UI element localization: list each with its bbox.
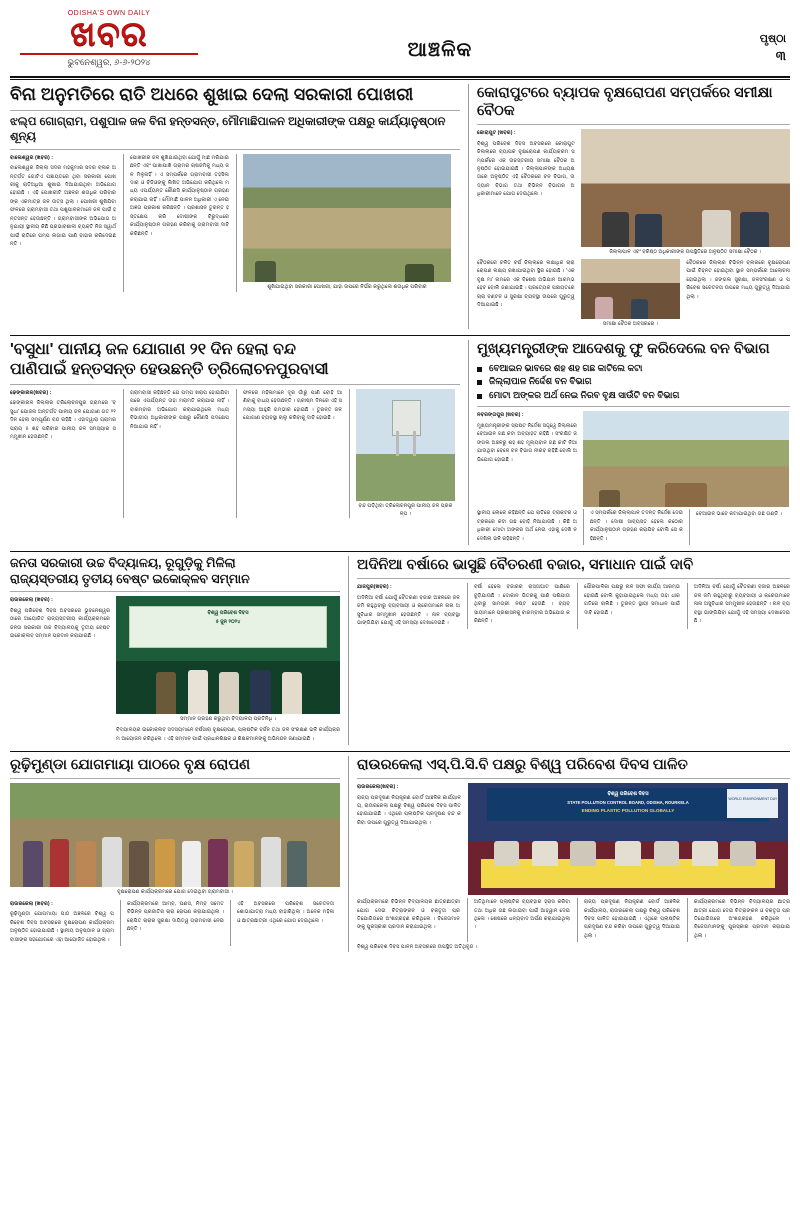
article-spcb: [348, 756, 790, 952]
article-spcb-photo: [468, 783, 788, 895]
article-plantation: [10, 756, 340, 952]
divider: [10, 110, 460, 111]
article-plantation-body-2: କାର୍ଯ୍ୟକ୍ରମରେ ଆମ୍ବ, ପଣସ, ନିମ୍ବ ସମେତ ବିଭିନ୍ନ ପ୍ରଜାତିର ଚାରା ରୋପଣ କରାଯାଇଥିଲା । ରୋପିତ ଚାରାର ସୁରକ୍ଷା ଦାୟିତ୍ୱ ଗ୍ରାମବାସୀ ନେଇଛନ୍ତି ।: [127, 900, 224, 933]
article-ecoclub-caption: ସମ୍ମାନ ଗ୍ରହଣ କରୁଥିବା ବିଦ୍ୟାଳୟ ପ୍ରତିନିଧି ।: [180, 716, 276, 723]
spcb-banner-line2: STATE POLLUTION CONTROL BOARD, ODISHA, ROURKELA: [567, 799, 689, 805]
article-market-dateline: ଯାଜପୁର(ଖବର) :: [357, 584, 392, 591]
article-koraput-photo-main: [581, 129, 790, 247]
logo-title: ଖବର: [70, 15, 148, 53]
article-water-body-3: ଫଳରେ ମହିଳାମାନେ ଦୂର ଗାଁରୁ ପାଣି ବୋହି ଆଣିବାକୁ ବାଧ୍ୟ ହେଉଛନ୍ତି । ଗ୍ରୀଷ୍ମ ଦିନରେ ଏହି ସମସ୍ୟା ଆହୁରି ଗମ୍ଭୀର ହୋଇଛି । ତୁରନ୍ତ ଜଳ ଯୋଗାଣ ବ୍ୟବସ୍ଥା ଚାଲୁ କରିବାକୁ ଦାବି ହୋଇଛି ।: [243, 389, 342, 422]
article-market: [348, 556, 790, 745]
article-market-headline: ଅଦିନିଆ ବର୍ଷାରେ ଭାସୁଛି ବୈତରଣୀ ବଜାର, ସମାଧାନ ପାଇଁ ଦାବି: [357, 557, 694, 574]
article-market-body-2: ବର୍ଷା ହେଲେ ବଜାରର ରାସ୍ତାଘାଟ ପାଣିରେ ବୁଡ଼ିଯାଉଛି । ଦୋକାନ ଭିତରକୁ ପାଣି ପଶିଯାଉଥିବାରୁ ସାମଗ୍ରୀ ନଷ୍ଟ ହେଉଛି । ବ୍ୟବସାୟୀମାନେ ପ୍ରଶାସନକୁ ବାରମ୍ବାର ଅଭିଯୋଗ କରିଛନ୍ତି ।: [473, 584, 570, 624]
article-spcb-body-3: ଅତିଥିମାନେ ପ୍ଲାଷ୍ଟିକ ବ୍ୟବହାର ହ୍ରାସ କରିବା ତଥା ଅଧିକ ଗଛ ଲଗାଇବା ପାଇଁ ଆହ୍ୱାନ ଦେଇଥିଲେ । ଶେଷରେ ଧନ୍ୟବାଦ ଅର୍ପଣ କରାଯାଇଥିଲା ।: [473, 899, 570, 931]
spcb-banner-line1: ବିଶ୍ୱ ପରିବେଶ ଦିବସ: [607, 790, 649, 797]
article-water-body-1: ଢେଙ୍କାନାଳ ଜିଲ୍ଲାର ତ୍ରିଲୋଚନପୁର ଗ୍ରାମରେ 'ବସୁଧା' ଯୋଜନା ଅନ୍ତର୍ଗତ ପାନୀୟ ଜଳ ଯୋଗାଣ ଗତ ୨୧ ଦିନ ହେଲା ସମ୍ପୂର୍ଣ୍ଣ ବନ୍ଦ ରହିଛି । ଏହାଦ୍ୱାରା ଗ୍ରାମର ପ୍ରାୟ ୫ ଶହ ପରିବାର ପାନୀୟ ଜଳ ସମସ୍ୟାର ସମ୍ମୁଖୀନ ହେଉଛନ୍ତି ।: [10, 400, 116, 440]
bullet-item: ବେଆଇନ ଭାବରେ ଶହ ଶହ ଗଛ କାଟିଲେ କଟା: [477, 362, 790, 376]
article-ecoclub-dateline: ରାଉରକେଲା (ଖବର) :: [10, 597, 53, 604]
article-water-headline-1: 'ବସୁଧା' ପାନୀୟ ଜଳ ଯୋଗାଣ ୨୧ ଦିନ ହେଲା ବନ୍ଦ: [10, 340, 296, 358]
logo-date: ଭୁବନେଶ୍ୱର, ୬-୬-୨୦୨୪: [67, 57, 151, 67]
article-spcb-caption: ବିଶ୍ୱ ପରିବେଶ ଦିବସ ପାଳନ ଅବସରରେ ଉପସ୍ଥିତ ଅତିଥିବୃନ୍ଦ ।: [357, 944, 478, 951]
article-pond-caption: ଶୁଖିଯାଇଥିବା ସରକାରୀ ପୋଖରୀ, ଯାହା ଉପରେ ନିର୍ଭର କରୁଥିଲେ ଶତାଧିକ ପରିବାର: [267, 283, 427, 290]
article-pond-subhead: ଝଲ୍ପ ଗୋଗ୍ରାମ, ପଶୁପାଳ ଜଳ ବିନା ହନ୍ତସନ୍ତ, ମୌମାଛିପାଳନ ଅଧିକାରୀଙ୍କ ପକ୍ଷରୁ କାର୍ଯ୍ୟାନୁଷ୍ଠାନ ଶୂନ୍ୟ: [10, 115, 446, 143]
article-plantation-caption: ବୃକ୍ଷରୋପଣ କାର୍ଯ୍ୟକ୍ରମରେ ଯୋଗ ଦେଇଥିବା ଗ୍ରାମବାସୀ ।: [117, 889, 233, 896]
band-2: [10, 340, 790, 545]
spcb-banner-right-logo: [727, 789, 778, 818]
article-plantation-photo: [10, 783, 340, 887]
article-forest-caption: ବେଆଇନ ଭାବେ କଟାଯାଇଥିବା ଗଛ ଗଣ୍ଡି ।: [696, 511, 782, 518]
divider: [10, 149, 460, 150]
article-ecoclub-headline-2: ରାଜ୍ୟସ୍ତରୀୟ ତୃତୀୟ ବେଷ୍ଟ ଇକୋକ୍ଳବ ସମ୍ମାନ: [10, 571, 250, 586]
logo-tagline: ODISHA'S OWN DAILY: [67, 10, 151, 17]
article-spcb-body-2: କାର୍ଯ୍ୟକ୍ରମରେ ବିଭିନ୍ନ ବିଦ୍ୟାଳୟର ଛାତ୍ରଛାତ୍ରୀ ଯୋଗ ଦେଇ ଚିତ୍ରାଙ୍କନ ଓ ବକ୍ତୃତା ପ୍ରତିଯୋଗିତାରେ ଅଂଶଗ୍ରହଣ କରିଥିଲେ । ବିଜେତାମାନଙ୍କୁ ପୁରସ୍କାର ପ୍ରଦାନ କରାଯାଇଥିଲା ।: [357, 899, 460, 931]
article-water-body-2: ଗ୍ରାମବାସୀ କହିଛନ୍ତି ଯେ ପମ୍ପ ଖରାପ ହୋଇଯିବା ପରେ ଏପର୍ଯ୍ୟନ୍ତ ତାହା ମରାମତି କରାଯାଇ ନାହିଁ । ବାରମ୍ବାର ଅଭିଯୋଗ କରାଯାଇଥିଲେ ମଧ୍ୟ ବିଭାଗୀୟ ଅଧିକାରୀଙ୍କ ପକ୍ଷରୁ କୌଣସି ପଦକ୍ଷେପ ନିଆଯାଇ ନାହିଁ ।: [130, 389, 229, 430]
spcb-banner-line3: ENDING PLASTIC POLLUTION GLOBALLY: [581, 807, 675, 813]
divider: [477, 406, 790, 407]
article-koraput: [468, 84, 790, 329]
article-water-dateline: ଢେଙ୍କାନାଳ(ଖବର) :: [10, 389, 52, 396]
article-plantation-headline: ରୂଢ଼ିମୁଣ୍ଡା ଯୋଗମାୟା ପାଠରେ ବୃକ୍ଷ ରୋପଣ: [10, 757, 251, 774]
article-pond-body-1: ବାଲେଶ୍ୱର ଜିଲ୍ଲା ସଦର ମହକୁମାର ସଦର ବ୍ଲକ ଅନ୍ତର୍ଗତ ଗୋଟିଏ ପଞ୍ଚାୟତରେ ଥିବା ସରକାରୀ ପୋଖରୀକୁ ରାତିଅଧିଆ ଶୁଖାଇ ଦିଆଯାଇଥିବା ଅଭିଯୋଗ ହୋଇଛି । ଏହି ପୋଖରୀଟି ଅଞ୍ଚଳର ଶତାଧିକ ପରିବାରଙ୍କ ଏକମାତ୍ର ଜଳ ଉତ୍ସ ଥିଲା । ପୋଖରୀ ଶୁଖିଯିବା ଫଳରେ ଗ୍ରାମବାସୀ ତଥା ପଶୁପାଳକମାନେ ଜଳ ପାଇଁ ହନ୍ତସନ୍ତ ହେଉଛନ୍ତି । ଗ୍ରାମବାସୀଙ୍କ ଅଭିଯୋଗ ଅନୁଯାୟୀ ସ୍ଥାନୀୟ କିଛି ପ୍ରଭାବଶାଳୀ ବ୍ୟକ୍ତି ନିଜ ସ୍ୱାର୍ଥ ପାଇଁ ରାତିରେ ପମ୍ପ ଲଗାଇ ପାଣି ବାହାର କରିଦେଇଛନ୍ତି ।: [10, 165, 116, 247]
masthead-rule-thin: [10, 79, 790, 80]
event-banner-title: ବିଶ୍ୱ ପରିବେଶ ଦିବସ: [207, 609, 249, 616]
article-plantation-body-1: ରୂଢ଼ିମୁଣ୍ଡା ଯୋଗମାୟା ପାଠ ଅଞ୍ଚଳରେ ବିଶ୍ୱ ପରିବେଶ ଦିବସ ଅବସରରେ ବୃକ୍ଷରୋପଣ କାର୍ଯ୍ୟକ୍ରମ ଅନୁଷ୍ଠିତ ହୋଇଯାଇଛି । ସ୍ଥାନୀୟ ଅନୁଷ୍ଠାନ ଓ ଗ୍ରାମବାସୀଙ୍କ ସହଯୋଗରେ ଏହା ଆୟୋଜିତ ହୋଇଥିଲା ।: [10, 911, 114, 943]
article-koraput-body-1: ବିଶ୍ୱ ପରିବେଶ ଦିବସ ଅବସରରେ କୋରାପୁଟ ଜିଲ୍ଲାରେ ବ୍ୟାପକ ବୃକ୍ଷରୋପଣ କାର୍ଯ୍ୟକ୍ରମ ସମ୍ପର୍କରେ ଏକ ଉଚ୍ଚସ୍ତରୀୟ ସମୀକ୍ଷା ବୈଠକ ଅନୁଷ୍ଠିତ ହୋଇଯାଇଛି । ଜିଲ୍ଲାପାଳଙ୍କ ଅଧ୍ୟକ୍ଷତାରେ ଅନୁଷ୍ଠିତ ଏହି ବୈଠକରେ ବନ ବିଭାଗ, ଉଦ୍ୟାନ ବିଭାଗ ତଥା ବିଭିନ୍ନ ବିଭାଗର ଅଧିକାରୀମାନେ ଯୋଗ ଦେଇଥିଲେ ।: [477, 140, 575, 198]
band-divider-3: [10, 751, 790, 752]
article-market-body-1: ଅଦିନିଆ ବର୍ଷା ଯୋଗୁଁ ବୈତରଣୀ ବଜାର ଅଞ୍ଚଳରେ ଜଳ ଜମି ରହୁଥିବାରୁ ବ୍ୟବସାୟୀ ଓ କ୍ରେତାମାନେ ନାନା ଅସୁବିଧାର ସମ୍ମୁଖୀନ ହେଉଛନ୍ତି । ନାଳ ବ୍ୟବସ୍ଥା ଭାଙ୍ଗିଯିବା ଯୋଗୁଁ ଏହି ସମସ୍ୟା ଦେଖାଦେଇଛି ।: [357, 594, 460, 626]
article-pond-body-2: ପୋଖରୀର ଜଳ ଶୁଖିଯାଇଥିବା ଯୋଗୁଁ ମାଛ ମରିଯାଇଛନ୍ତି ଏବଂ ପାଖାପାଖି ଗ୍ରାମର ଚାଷଜମିକୁ ମଧ୍ୟ ଜଳ ମିଳୁନାହିଁ । ଏ ସମ୍ପର୍କରେ ଗ୍ରାମବାସୀ ତହସିଲଦାର ଓ ବିଡିଓଙ୍କୁ ଲିଖିତ ଅଭିଯୋଗ କରିଥିଲେ ମଧ୍ୟ ଏପର୍ଯ୍ୟନ୍ତ କୌଣସି କାର୍ଯ୍ୟାନୁଷ୍ଠାନ ଗ୍ରହଣ କରାଯାଇ ନାହିଁ । ମୌମାଛି ପାଳନ ଅଧିକାରୀ ଏ ନେଇ ଅଜ୍ଞତା ପ୍ରକାଶ କରିଛନ୍ତି । ପ୍ରଶାସନ ତୁରନ୍ତ ହସ୍ତକ୍ଷେପ କରି ଦୋଷୀଙ୍କ ବିରୁଦ୍ଧରେ କାର୍ଯ୍ୟାନୁଷ୍ଠାନ ଗ୍ରହଣ କରିବାକୁ ଗ୍ରାମବାସୀ ଦାବି କରିଛନ୍ତି ।: [130, 154, 229, 237]
article-forest-body-3: ଏ ସମ୍ପର୍କରେ ଜିଲ୍ଲାପାଳ ତଦନ୍ତ ନିର୍ଦ୍ଦେଶ ଦେଇଛନ୍ତି । ଦୋଷୀ ସାବ୍ୟସ୍ତ ହେଲେ କଠୋର କାର୍ଯ୍ୟାନୁଷ୍ଠାନ ଗ୍ରହଣ କରାଯିବ ବୋଲି ସେ କହିଛନ୍ତି ।: [590, 510, 683, 542]
article-pond: [10, 84, 460, 329]
article-forest-bullets: [477, 362, 790, 403]
water-tank-shape: [392, 400, 422, 436]
article-forest-headline: ମୁଖ୍ୟମନ୍ତ୍ରୀଙ୍କ ଆଦେଶକୁ ଫୁ କରିଦେଲେ ବନ ବିଭାଗ: [477, 340, 770, 357]
article-water-headline-2: ପାଣିପାଇଁ ହନ୍ତସନ୍ତ ହେଉଛନ୍ତି ତ୍ରିଲୋଚନପୁରବାସୀ: [10, 360, 329, 378]
masthead: [10, 6, 790, 74]
article-pond-dateline: ବାଲେଶ୍ୱର (ଖବର) :: [10, 154, 53, 161]
article-spcb-dateline: ରାଉରକେଲା(ଖବର) :: [357, 784, 399, 791]
page-number-block: [676, 33, 786, 68]
logo-divider: [20, 53, 198, 55]
article-koraput-dateline: କୋରାପୁଟ (ଖବର) :: [477, 130, 516, 137]
event-banner-subtitle: ୫ ଜୁନ ୨୦୨୪: [215, 618, 241, 625]
band-4: [10, 756, 790, 952]
article-forest-photo: [583, 411, 789, 507]
article-spcb-headline: ରାଉରକେଲା ଏସ୍.ପି.ସି.ବି ପକ୍ଷରୁ ବିଶ୍ୱ ପରିବେଶ ଦିବସ ପାଳିତ: [357, 757, 688, 774]
article-koraput-headline: କୋରାପୁଟରେ ବ୍ୟାପକ ବୃକ୍ଷରୋପଣ ସମ୍ପର୍କରେ ସମୀକ୍ଷା ବୈଠକ: [477, 85, 773, 120]
event-banner: [129, 606, 326, 648]
divider: [10, 384, 460, 385]
divider: [357, 778, 790, 779]
article-forest-dateline: ନବରଙ୍ଗପୁର (ଖବର) :: [477, 412, 524, 419]
article-ecoclub: [10, 556, 340, 745]
band-divider-1: [10, 335, 790, 336]
article-water-photo: [356, 389, 455, 501]
band-divider-2: [10, 551, 790, 552]
article-forest-body-1: ମୁଖ୍ୟମନ୍ତ୍ରୀଙ୍କ ସ୍ପଷ୍ଟ ନିର୍ଦ୍ଦେଶ ସତ୍ତ୍ୱେ ଜିଲ୍ଲାରେ ବେଆଇନ ଗଛ କଟା ଅବ୍ୟାହତ ରହିଛି । ସଂରକ୍ଷିତ ଜଙ୍ଗଲ ଅଞ୍ଚଳରୁ ଶହ ଶହ ମୂଲ୍ୟବାନ ଗଛ କାଟି ନିଆଯାଉଥିବା ବେଳେ ବନ ବିଭାଗ ନୀରବ ରହିଛି ବୋଲି ଅଭିଯୋଗ ହୋଇଛି ।: [477, 422, 577, 463]
article-ecoclub-body-1: ବିଶ୍ୱ ପରିବେଶ ଦିବସ ଅବସରରେ ଭୁବନେଶ୍ୱରଠାରେ ଆୟୋଜିତ ରାଜ୍ୟସ୍ତରୀୟ କାର୍ଯ୍ୟକ୍ରମରେ ଜନତା ସରକାରୀ ଉଚ୍ଚ ବିଦ୍ୟାଳୟକୁ ତୃତୀୟ ବେଷ୍ଟ ଇକୋକ୍ଲବ ସମ୍ମାନ ପ୍ରଦାନ କରାଯାଇଛି ।: [10, 607, 110, 640]
spcb-banner: [487, 788, 769, 822]
article-koraput-photo-2: [581, 259, 681, 319]
page-number: ୩: [775, 48, 786, 63]
dais-table: [481, 859, 775, 888]
article-ecoclub-body-2: ବିଦ୍ୟାଳୟର ଇକୋକ୍ଲବ ସଦସ୍ୟମାନେ ବର୍ଷସାରା ବୃକ୍ଷରୋପଣ, ପ୍ଲାଷ୍ଟିକ ବର୍ଜନ ତଥା ଜଳ ସଂରକ୍ଷଣ ଭଳି କାର୍ଯ୍ୟକ୍ରମ ଆୟୋଜନ କରିଥିଲେ । ଏହି ସମ୍ମାନ ପାଇଁ ପ୍ରଧାନଶିକ୍ଷକ ଓ ଶିକ୍ଷକମାନଙ୍କୁ ଅଭିନନ୍ଦନ ଜଣାଯାଇଛି ।: [116, 727, 340, 742]
band-1: [10, 84, 790, 329]
article-spcb-body-1: ରାଜ୍ୟ ପ୍ରଦୂଷଣ ନିୟନ୍ତ୍ରଣ ବୋର୍ଡ ଆଞ୍ଚଳିକ କାର୍ଯ୍ୟାଳୟ, ରାଉରକେଲା ପକ୍ଷରୁ ବିଶ୍ୱ ପରିବେଶ ଦିବସ ପାଳିତ ହୋଇଯାଇଛି । ଏଥିରେ ପ୍ଲାଷ୍ଟିକ ପ୍ରଦୂଷଣ ବନ୍ଦ କରିବା ଉପରେ ଗୁରୁତ୍ୱ ଦିଆଯାଇଥିଲା ।: [357, 794, 461, 826]
newspaper-logo: [14, 10, 204, 68]
bullet-item: ଜିଲ୍ଲାପାଳ ନିର୍ଦ୍ଦେଶ ବନ ବିଭାଗ: [477, 375, 790, 389]
section-title: ଆଞ୍ଚଳିକ: [407, 39, 473, 61]
article-water: [10, 340, 460, 545]
article-market-body-3: ପୌରପାଳିକା ପକ୍ଷରୁ ନାଳ ସଫା କାର୍ଯ୍ୟ ଆରମ୍ଭ ହୋଇଛି ବୋଲି କୁହାଯାଇଥିଲେ ମଧ୍ୟ ତାହା ଧୀର ଗତିରେ ଚାଲିଛି । ତୁରନ୍ତ ସ୍ଥାୟୀ ସମାଧାନ ପାଇଁ ଦାବି ହୋଇଛି ।: [583, 584, 680, 616]
divider: [10, 778, 340, 779]
article-plantation-body-3: ଏହି ଅବସରରେ ପରିବେଶ ସଚେତନତା ଶୋଭାଯାତ୍ରା ମଧ୍ୟ ବାହାରିଥିଲା । ଅନେକ ମହିଳା ଓ ଛାତ୍ରଛାତ୍ରୀ ଏଥିରେ ଯୋଗ ଦେଇଥିଲେ ।: [237, 900, 334, 924]
divider: [10, 591, 340, 592]
article-koraput-caption-right: ଜିଲ୍ଲାପାଳ ଏବଂ ବରିଷ୍ଠ ଅଧିକାରୀଙ୍କ ଉପସ୍ଥିତିରେ ଅନୁଷ୍ଠିତ ସମୀକ୍ଷା ବୈଠକ ।: [609, 249, 762, 256]
article-forest: [468, 340, 790, 545]
article-spcb-body-5: କାର୍ଯ୍ୟକ୍ରମରେ ବିଭିନ୍ନ ବିଦ୍ୟାଳୟର ଛାତ୍ରଛାତ୍ରୀ ଯୋଗ ଦେଇ ଚିତ୍ରାଙ୍କନ ଓ ବକ୍ତୃତା ପ୍ରତିଯୋଗିତାରେ ଅଂଶଗ୍ରହଣ କରିଥିଲେ । ବିଜେତାମାନଙ୍କୁ ପୁରସ୍କାର ପ୍ରଦାନ କରାଯାଇଥିଲା ।: [693, 899, 790, 939]
band-3: [10, 556, 790, 745]
divider: [357, 578, 790, 579]
bullet-item: ମୋଟା ଅଙ୍କର ଅର୍ଥ ନେଇ ନିରବ ବୃକ୍ଷ ସାଉଁଟି ବନ ବିଭାଗ: [477, 389, 790, 403]
article-spcb-body-4: ରାଜ୍ୟ ପ୍ରଦୂଷଣ ନିୟନ୍ତ୍ରଣ ବୋର୍ଡ ଆଞ୍ଚଳିକ କାର୍ଯ୍ୟାଳୟ, ରାଉରକେଲା ପକ୍ଷରୁ ବିଶ୍ୱ ପରିବେଶ ଦିବସ ପାଳିତ ହୋଇଯାଇଛି । ଏଥିରେ ପ୍ଲାଷ୍ଟିକ ପ୍ରଦୂଷଣ ବନ୍ଦ କରିବା ଉପରେ ଗୁରୁତ୍ୱ ଦିଆଯାଇଥିଲା ।: [583, 899, 680, 939]
article-market-body-4: ଅଦିନିଆ ବର୍ଷା ଯୋଗୁଁ ବୈତରଣୀ ବଜାର ଅଞ୍ଚଳରେ ଜଳ ଜମି ରହୁଥିବାରୁ ବ୍ୟବସାୟୀ ଓ କ୍ରେତାମାନେ ନାନା ଅସୁବିଧାର ସମ୍ମୁଖୀନ ହେଉଛନ୍ତି । ନାଳ ବ୍ୟବସ୍ଥା ଭାଙ୍ଗିଯିବା ଯୋଗୁଁ ଏହି ସମସ୍ୟା ଦେଖାଦେଇଛି ।: [693, 584, 790, 624]
article-pond-headline: ବିନା ଅନୁମତିରେ ରାତି ଅଧରେ ଶୁଖାଇ ଦେଲା ସରକାରୀ ପୋଖରୀ: [10, 84, 414, 104]
article-koraput-body-3: ବୈଠକରେ ଜିଲ୍ଲାର ବିଭିନ୍ନ ବ୍ଲକରେ ବୃକ୍ଷରୋପଣ ପାଇଁ ଚିହ୍ନଟ ହୋଇଥିବା ସ୍ଥାନ ସମ୍ପର୍କରେ ଆଲୋଚନା ହୋଇଥିଲା । ଜଙ୍ଗଲ ସୁରକ୍ଷା, ଜଳସଂରକ୍ଷଣ ଓ ପରିବେଶ ସଚେତନତା ଉପରେ ମଧ୍ୟ ଗୁରୁତ୍ୱ ଦିଆଯାଇଥିଲା ।: [686, 260, 790, 300]
spcb-banner-right-text: WORLD ENVIRONMENT DAY: [728, 796, 778, 801]
article-ecoclub-headline-1: ଜନତା ସରକାରୀ ଉଚ୍ଚ ବିଦ୍ୟାଳୟ, ରୂଗୁଡ଼ିକୁ ମିଳିଲା: [10, 556, 236, 571]
section-title-block: [204, 39, 676, 68]
article-koraput-body-2: ବୈଠକରେ ଚଳିତ ବର୍ଷ ଜିଲ୍ଲାରେ ଲକ୍ଷାଧିକ ଚାରା ରୋପଣ ଲକ୍ଷ୍ୟ ରଖାଯାଇଥିବା ସ୍ଥିର ହୋଇଛି । 'ଏକ ବୃକ୍ଷ ମା' ନାମରେ ଏକ ବିଶେଷ ଅଭିଯାନ ଆରମ୍ଭ ହେବ ବୋଲି ଜଣାଯାଇଛି । ପ୍ରତ୍ୟେକ ପଞ୍ଚାୟତରେ ଚାରା ବଣ୍ଟନ ଓ ସୁରକ୍ଷା ବ୍ୟବସ୍ଥା ଉପରେ ଗୁରୁତ୍ୱ ଦିଆଯାଇଛି ।: [477, 260, 575, 309]
article-pond-photo: [243, 154, 451, 282]
divider: [477, 124, 790, 125]
article-forest-body-2: ସ୍ଥାନୀୟ ଲୋକେ କହିଛନ୍ତି ଯେ ରାତିରେ ଟ୍ରାକ୍ଟର ଓ ଟ୍ରକରେ କଟା ଗଛ ବୋହି ନିଆଯାଉଛି । କିଛି ଅଧିକାରୀ ମୋଟା ଅଙ୍କର ଅର୍ଥ ନେଇ ଏହାକୁ ଦେଖି ନ ଦେଖିଲା ଭଳି ରହିଛନ୍ତି ।: [477, 510, 577, 542]
article-water-caption: ବନ୍ଦ ପଡ଼ିଥିବା ତ୍ରିଲୋଚନପୁର ପାନୀୟ ଜଳ ପ୍ରକଳ୍ପ ।: [358, 502, 453, 517]
article-koraput-caption-left: ସମୀକ୍ଷା ବୈଠକ ଅବସରରେ ।: [602, 321, 659, 328]
masthead-rule-thick: [10, 76, 790, 78]
article-plantation-dateline: ରାଉରକେଲା (ଖବର) :: [10, 900, 53, 907]
page-label: ପୃଷ୍ଠା: [759, 33, 786, 45]
article-ecoclub-photo: [116, 596, 340, 714]
